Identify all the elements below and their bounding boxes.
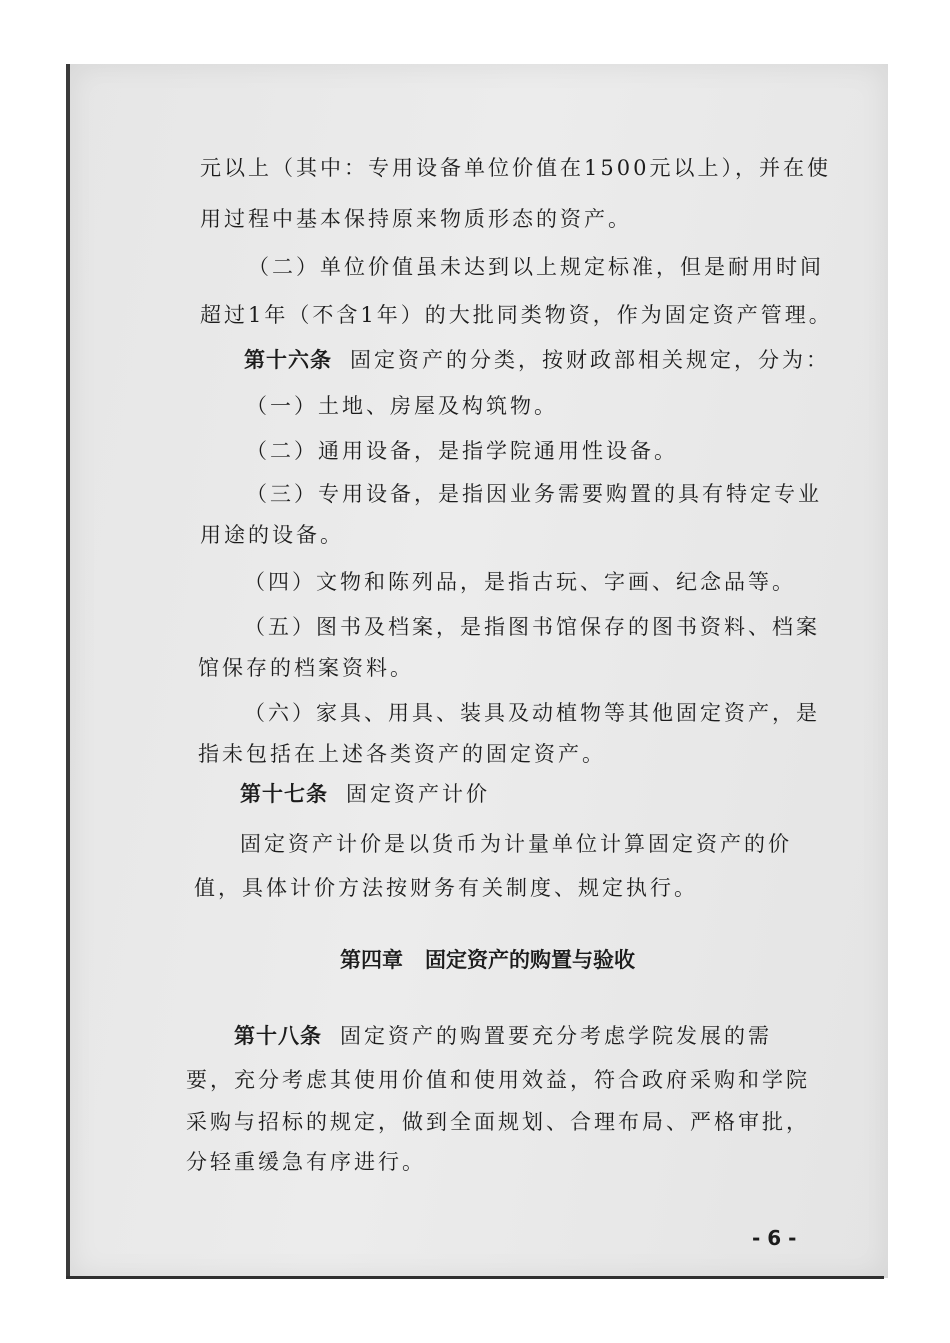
page-number: - 6 -	[752, 1226, 797, 1250]
text-line-4: 超过1年（不含1年）的大批同类物资，作为固定资产管理。	[200, 303, 833, 327]
item-3-cont: 用途的设备。	[200, 523, 344, 547]
text-line-3: （二）单位价值虽未达到以上规定标准，但是耐用时间	[248, 255, 824, 279]
chapter-title: 固定资产的购置与验收	[425, 948, 635, 972]
page-edge-shadow	[66, 1276, 884, 1279]
text-line-1: 元以上（其中：专用设备单位价值在1500元以上），并在使	[200, 156, 831, 180]
item-6-cont: 指未包括在上述各类资产的固定资产。	[198, 742, 606, 766]
article-18-text-1: 固定资产的购置要充分考虑学院发展的需	[340, 1024, 772, 1048]
chapter-label: 第四章	[340, 948, 403, 972]
article-17-body-2: 值，具体计价方法按财务有关制度、规定执行。	[194, 876, 698, 900]
chapter-heading	[340, 944, 635, 974]
article-16	[244, 344, 830, 374]
item-3: （三）专用设备，是指因业务需要购置的具有特定专业	[246, 482, 822, 506]
article-17-body-1: 固定资产计价是以货币为计量单位计算固定资产的价	[240, 832, 792, 856]
item-2: （二）通用设备，是指学院通用性设备。	[246, 439, 678, 463]
item-1: （一）土地、房屋及构筑物。	[246, 394, 558, 418]
item-5-cont: 馆保存的档案资料。	[198, 656, 414, 680]
article-18-line-4: 分轻重缓急有序进行。	[186, 1150, 426, 1174]
article-17-label: 第十七条	[240, 782, 328, 806]
article-18-line-3: 采购与招标的规定，做到全面规划、合理布局、严格审批，	[186, 1110, 810, 1134]
article-17-text: 固定资产计价	[346, 782, 490, 806]
text-line-2: 用过程中基本保持原来物质形态的资产。	[200, 207, 632, 231]
document-page	[66, 64, 888, 1278]
article-17	[240, 778, 490, 808]
item-6: （六）家具、用具、装具及动植物等其他固定资产，是	[244, 701, 820, 725]
article-16-text: 固定资产的分类，按财政部相关规定，分为：	[350, 348, 830, 372]
article-16-label: 第十六条	[244, 348, 332, 372]
item-5: （五）图书及档案，是指图书馆保存的图书资料、档案	[244, 615, 820, 639]
article-18-line-2: 要，充分考虑其使用价值和使用效益，符合政府采购和学院	[186, 1068, 810, 1092]
article-18-label: 第十八条	[234, 1024, 322, 1048]
article-18	[234, 1020, 772, 1050]
item-4: （四）文物和陈列品，是指古玩、字画、纪念品等。	[244, 570, 796, 594]
